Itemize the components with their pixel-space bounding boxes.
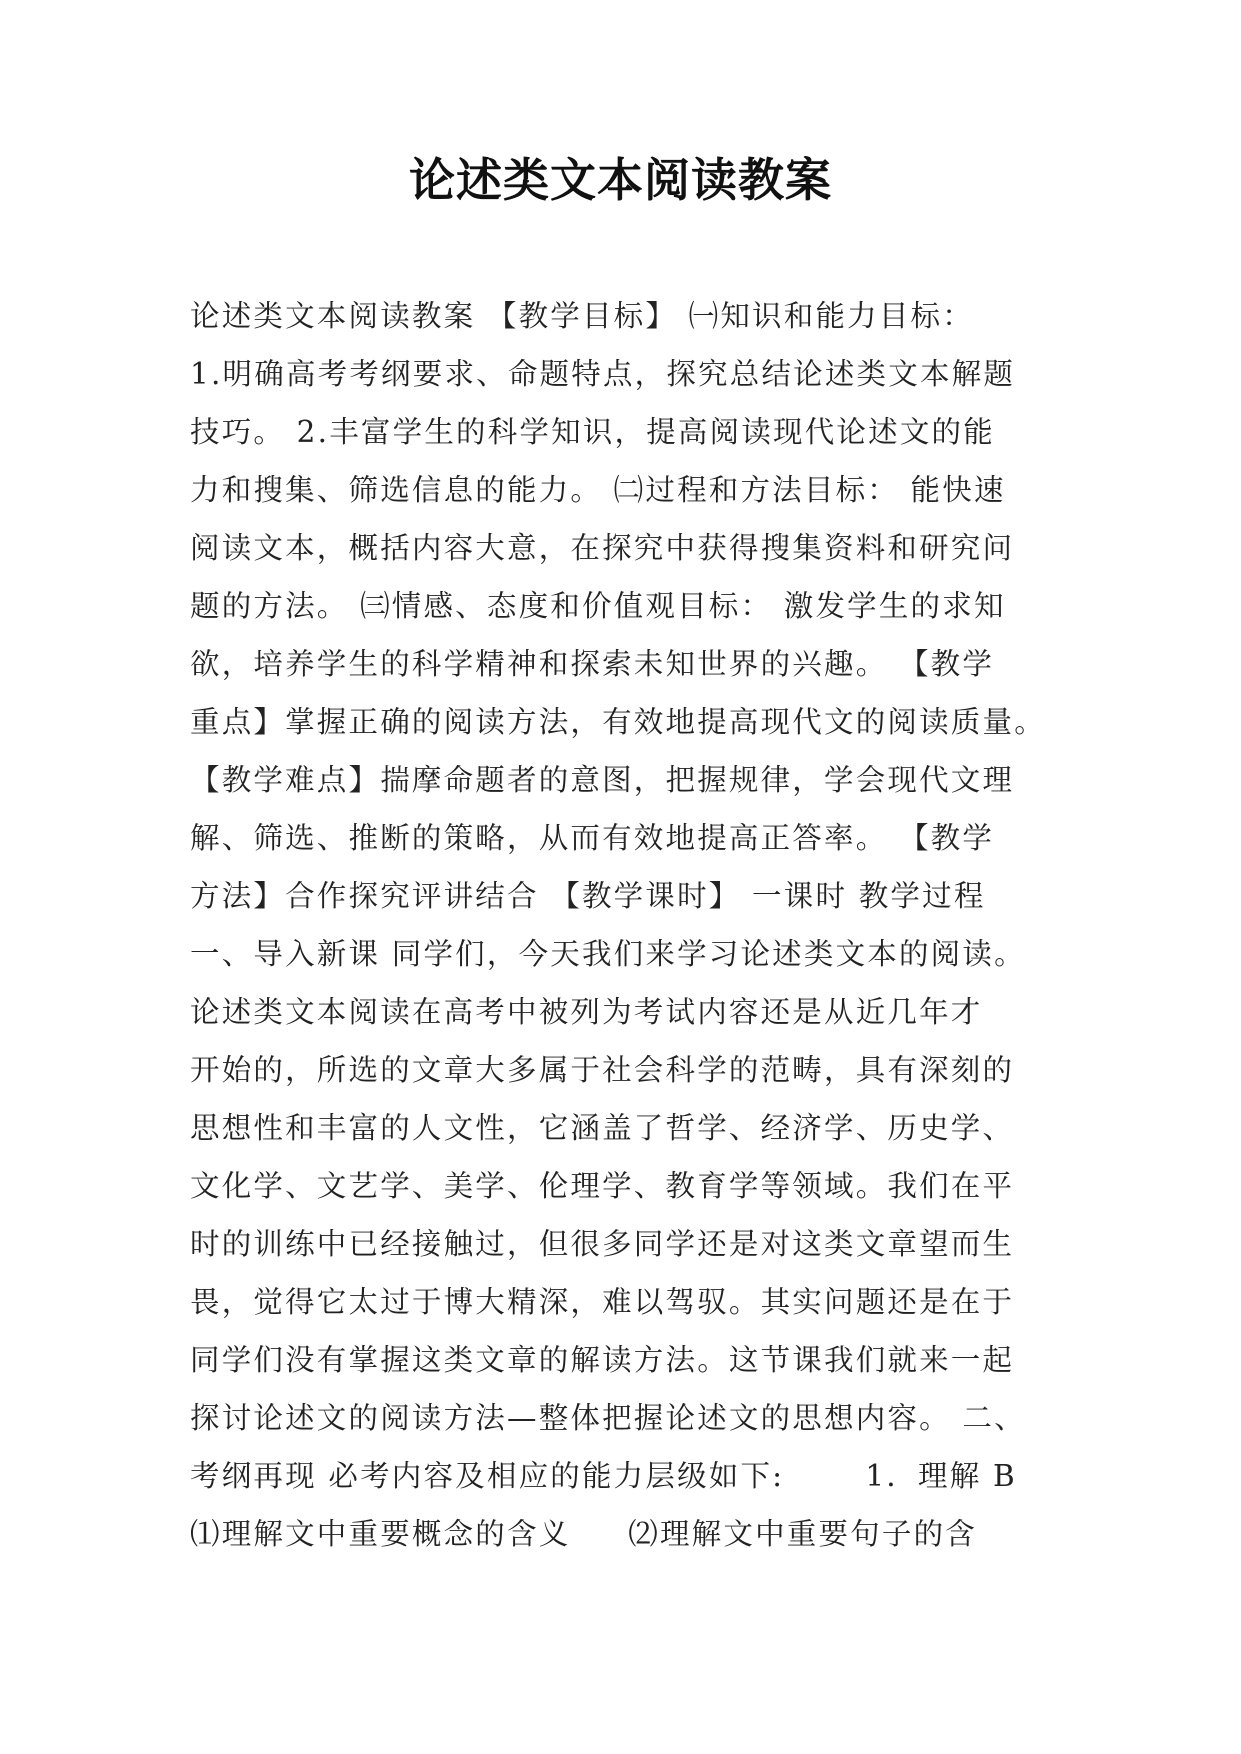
body-line: 阅读文本，概括内容大意，在探究中获得搜集资料和研究问 [190,531,1015,565]
document-title: 论述类文本阅读教案 [409,153,832,207]
body-line: 方法】合作探究评讲结合 【教学课时】 一课时 教学过程 [190,879,986,913]
body-line: 论述类文本阅读在高考中被列为考试内容还是从近几年才 [190,995,983,1029]
body-line: 力和搜集、筛选信息的能力。 ㈡过程和方法目标： 能快速 [190,473,1006,507]
body-line: 同学们没有掌握这类文章的解读方法。这节课我们就来一起 [190,1343,1015,1377]
body-line: 思想性和丰富的人文性，它涵盖了哲学、经济学、历史学、 [190,1111,1015,1145]
body-line: 技巧。 2.丰富学生的科学知识，提高阅读现代论述文的能 [190,415,995,449]
body-line: 【教学难点】揣摩命题者的意图，把握规律，学会现代文理 [190,763,1015,797]
body-line: 开始的，所选的文章大多属于社会科学的范畴，具有深刻的 [190,1053,1015,1087]
body-line: 文化学、文艺学、美学、伦理学、教育学等领域。我们在平 [190,1169,1015,1203]
body-line: 探讨论述文的阅读方法—整体把握论述文的思想内容。 二、 [190,1401,1026,1435]
body-line: 时的训练中已经接触过，但很多同学还是对这类文章望而生 [190,1227,1015,1261]
body-line: 欲，培养学生的科学精神和探索未知世界的兴趣。 【教学 [190,647,995,681]
body-line: 一、导入新课 同学们，今天我们来学习论述类文本的阅读。 [190,937,1026,971]
body-line: 1.明确高考考纲要求、命题特点，探究总结论述类文本解题 [190,357,1016,391]
body-line: 重点】掌握正确的阅读方法，有效地提高现代文的阅读质量。 [190,705,1046,739]
document-body [190,287,1070,1563]
body-line: 考纲再现 必考内容及相应的能力层级如下: 1．理解 B [190,1459,1017,1493]
body-line: 解、筛选、推断的策略，从而有效地提高正答率。 【教学 [190,821,995,855]
body-line: 题的方法。 ㈢情感、态度和价值观目标： 激发学生的求知 [190,589,1006,623]
body-line: 论述类文本阅读教案 【教学目标】 ㈠知识和能力目标： [190,299,974,333]
body-line: ⑴理解文中重要概念的含义 ⑵理解文中重要句子的含 [190,1517,977,1551]
body-line: 畏，觉得它太过于博大精深，难以驾驭。其实问题还是在于 [190,1285,1015,1319]
